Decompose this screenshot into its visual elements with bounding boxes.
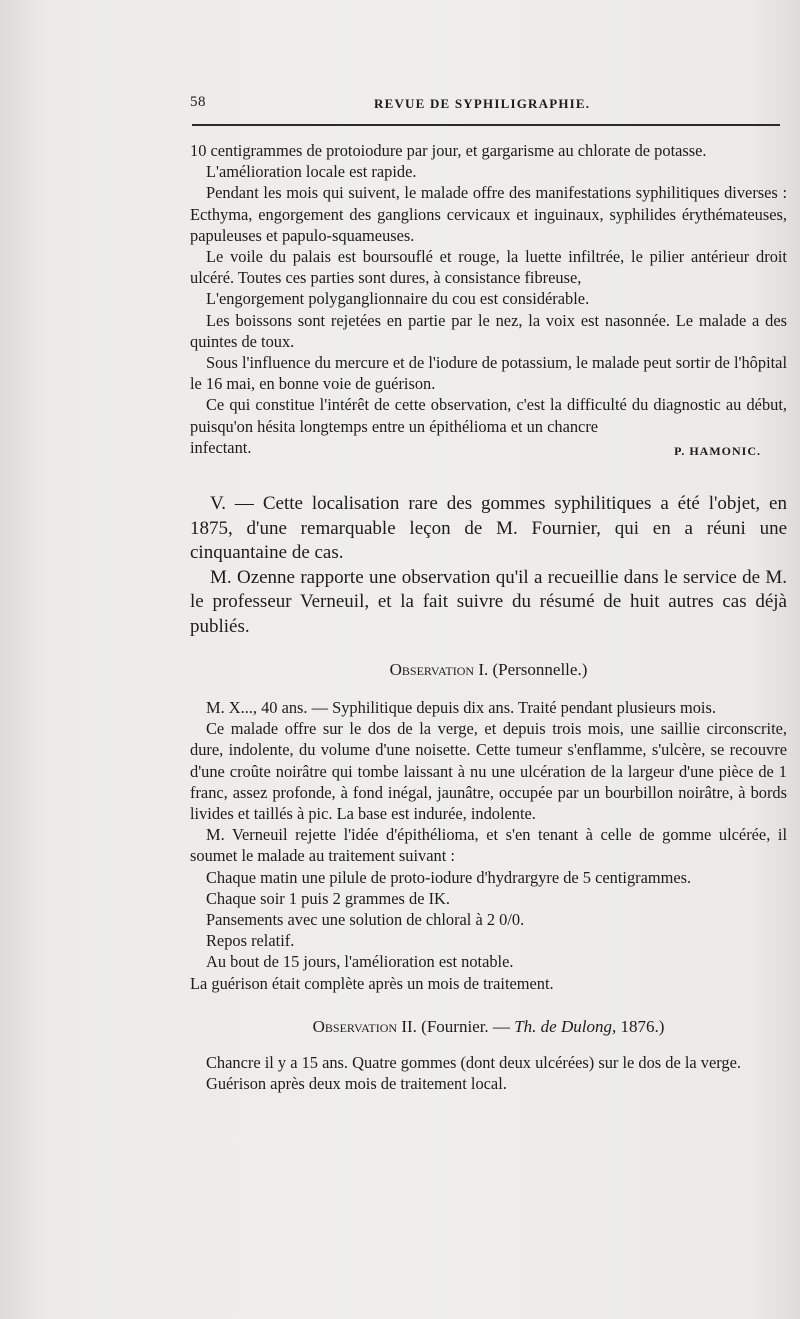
paragraph: Pendant les mois qui suivent, le malade offre des manifestations syphilitiques diverses : Ecthyma, engorgement des ganglions cervicaux et inguinaux, syphilides érythémateuses, papuleuses et papulo-squameuses. — [190, 183, 787, 245]
paragraph: Les boissons sont rejetées en partie par le nez, la voix est nasonnée. Le malade a des quintes de toux. — [190, 310, 787, 351]
heading-text: I. (Personnelle.) — [474, 660, 588, 680]
paragraph: Chaque soir 1 puis 2 grammes de IK. — [206, 888, 450, 908]
paragraph: Ce malade offre sur le dos de la verge, et depuis trois mois, une saillie circonscrite, dure, indolente, du volume d'une noisette. Cette tumeur s'enflamme, s'ulcère, se recouvre d'une croûte noirâtre qui tombe laissant à nu une ulcération de la largeur d'une pièce de 1 franc, assez profonde, à fond inégal, jaunâtre, occupée par un bourbillon noirâtre, à bords livides et taillés à pic. La base est indurée, indolente. — [190, 719, 787, 824]
paragraph: 10 centigrammes de protoiodure par jour, et gargarisme au chlorate de potasse. — [190, 141, 707, 160]
paragraph: Le voile du palais est boursouflé et rouge, la luette infiltrée, le pilier antérieur droit ulcéré. Toutes ces parties sont dures, à consistance fibreuse, — [190, 247, 787, 288]
signature-line — [190, 437, 787, 462]
paragraph: M. Verneuil rejette l'idée d'épithélioma, et s'en tenant à celle de gomme ulcérée, il soumet le malade au traitement suivant : — [190, 825, 787, 866]
paragraph: Au bout de 15 jours, l'amélioration est notable. — [206, 952, 514, 972]
heading-label: Observation — [312, 1016, 398, 1036]
paragraph: La guérison était complète après un mois de traitement. — [190, 973, 554, 993]
observation-2-heading — [190, 1016, 787, 1038]
section-v — [190, 492, 787, 639]
observation-continuation — [190, 140, 787, 462]
observation-2-body — [190, 1052, 787, 1094]
paragraph-end: infectant. — [190, 437, 252, 457]
running-header — [190, 94, 780, 116]
page-number: 58 — [190, 94, 206, 110]
author-signature: P. HAMONIC. — [674, 443, 761, 458]
observation-1-body — [190, 697, 787, 994]
header-rule — [192, 124, 780, 126]
paragraph: Pansements avec une solution de chloral à 2 0/0. — [206, 910, 525, 930]
observation-1-heading — [190, 659, 787, 681]
heading-label: Observation — [389, 660, 475, 680]
paragraph: L'amélioration locale est rapide. — [206, 162, 417, 182]
paragraph: Repos relatif. — [206, 931, 295, 951]
paragraph: Ce qui constitue l'intérêt de cette observation, c'est la difficulté du diagnostic au début, puisqu'on hésita longtemps entre un épithélioma et un chancre — [190, 395, 787, 436]
heading-year: 1876.) — [616, 1016, 665, 1036]
paragraph: M. Ozenne rapporte une observation qu'il a recueillie dans le service de M. le professeur Verneuil, et la fait suivre du résumé de huit autres cas déjà publiés. — [190, 566, 787, 637]
paragraph: L'engorgement polyganglionnaire du cou est considérable. — [206, 289, 590, 309]
paragraph: Guérison après deux mois de traitement local. — [206, 1074, 507, 1094]
paragraph: V. — Cette localisation rare des gommes syphilitiques a été l'objet, en 1875, d'une remarquable leçon de M. Fournier, qui en a réuni une cinquantaine de cas. — [190, 493, 787, 564]
paragraph: Chaque matin une pilule de proto-iodure d'hydrargyre de 5 centigrammes. — [206, 867, 692, 887]
heading-citation: Th. de Dulong, — [514, 1016, 617, 1036]
running-title: REVUE DE SYPHILIGRAPHIE. — [374, 96, 591, 111]
heading-text: II. (Fournier. — — [397, 1016, 515, 1036]
paragraph: Chancre il y a 15 ans. Quatre gommes (dont deux ulcérées) sur le dos de la verge. — [206, 1052, 741, 1072]
paragraph: Sous l'influence du mercure et de l'iodure de potassium, le malade peut sortir de l'hôpital le 16 mai, en bonne voie de guérison. — [190, 353, 788, 394]
paragraph: M. X..., 40 ans. — Syphilitique depuis dix ans. Traité pendant plusieurs mois. — [206, 698, 716, 718]
page-body — [190, 140, 787, 1094]
